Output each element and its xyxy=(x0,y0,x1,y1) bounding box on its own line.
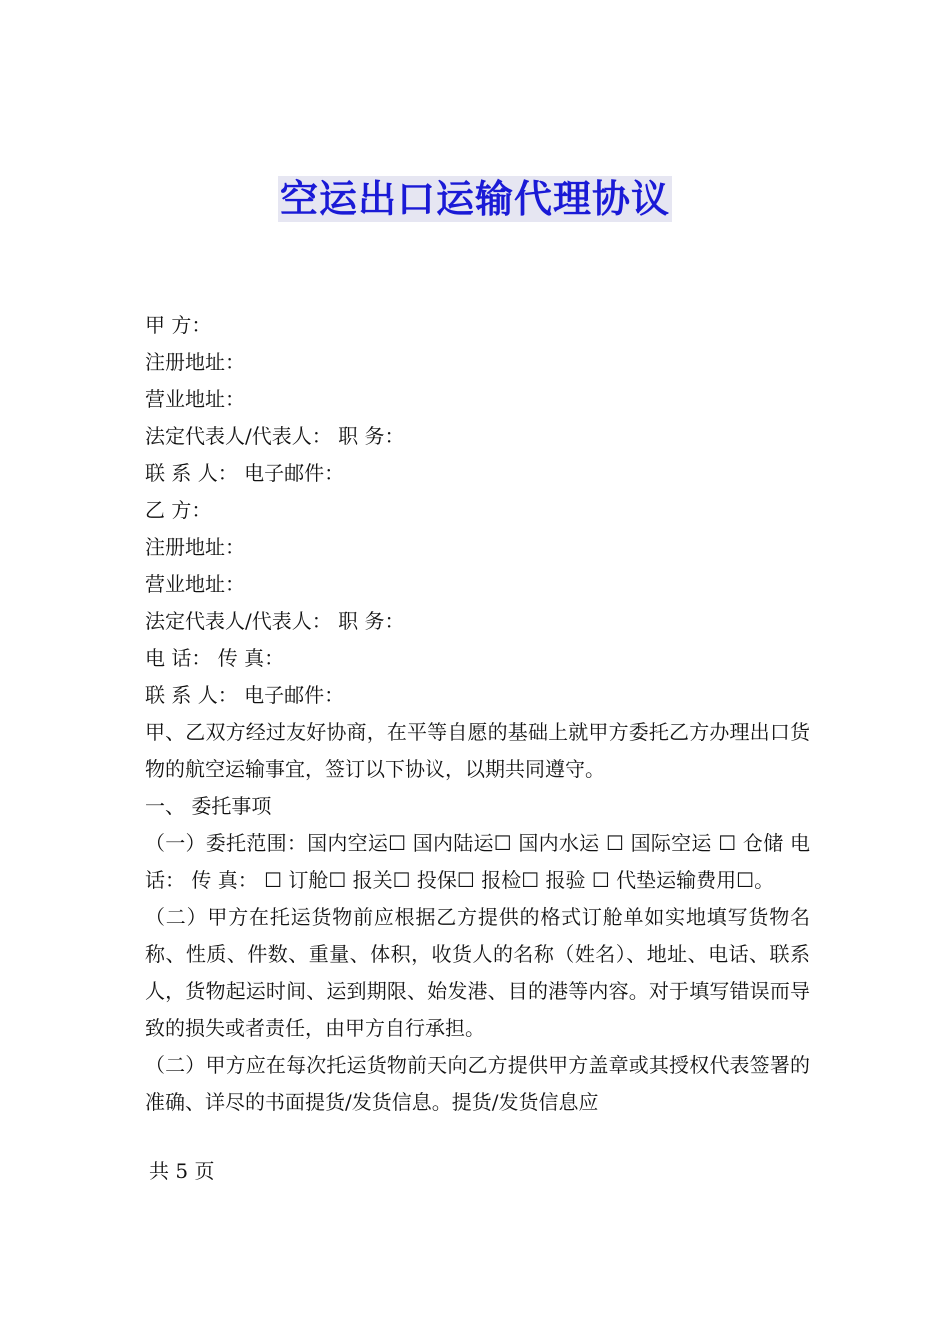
party-b-registered-address: 注册地址： xyxy=(145,535,245,559)
document-body xyxy=(145,307,810,1121)
party-b-business-address: 营业地址： xyxy=(145,572,245,596)
party-b-contact: 联 系 人： 电子邮件： xyxy=(145,683,345,707)
party-a-registered-address: 注册地址： xyxy=(145,350,245,374)
party-a-legal-representative: 法定代表人/代表人： 职 务： xyxy=(145,424,405,448)
intro-paragraph: 甲、乙双方经过友好协商，在平等自愿的基础上就甲方委托乙方办理出口货物的航空运输事宜，签订以下协议，以期共同遵守。 xyxy=(145,720,810,781)
party-b-phone-fax: 电 话： 传 真： xyxy=(145,646,285,670)
page-count: 共 5 页 xyxy=(149,1159,215,1183)
title-container xyxy=(0,176,950,222)
clause-scope: （一）委托范围：国内空运☐ 国内陆运☐ 国内水运 ☐ 国际空运 ☐ 仓储 电 话： 传 真： ☐ 订舱☐ 报关☐ 投保☐ 报检☐ 报验 ☐ 代垫运输费用☐。 xyxy=(145,831,810,892)
party-a-label: 甲 方： xyxy=(145,313,212,337)
document-title: 空运出口运输代理协议 xyxy=(279,177,670,221)
party-b-legal-representative: 法定代表人/代表人： 职 务： xyxy=(145,609,405,633)
clause-shipping-info: （二）甲方应在每次托运货物前天向乙方提供甲方盖章或其授权代表签署的准确、详尽的书面提货/发货信息。提货/发货信息应 xyxy=(145,1053,810,1114)
clause-booking-info: （二）甲方在托运货物前应根据乙方提供的格式订舱单如实地填写货物名称、性质、件数、重量、体积，收货人的名称（姓名）、地址、电话、联系人，货物起运时间、运到期限、始发港、目的港等内容。对于填写错误而导致的损失或者责任，由甲方自行承担。 xyxy=(145,905,810,1040)
section-heading: 一、 委托事项 xyxy=(145,794,272,818)
party-a-contact: 联 系 人： 电子邮件： xyxy=(145,461,345,485)
party-b-label: 乙 方： xyxy=(145,498,212,522)
party-a-business-address: 营业地址： xyxy=(145,387,245,411)
